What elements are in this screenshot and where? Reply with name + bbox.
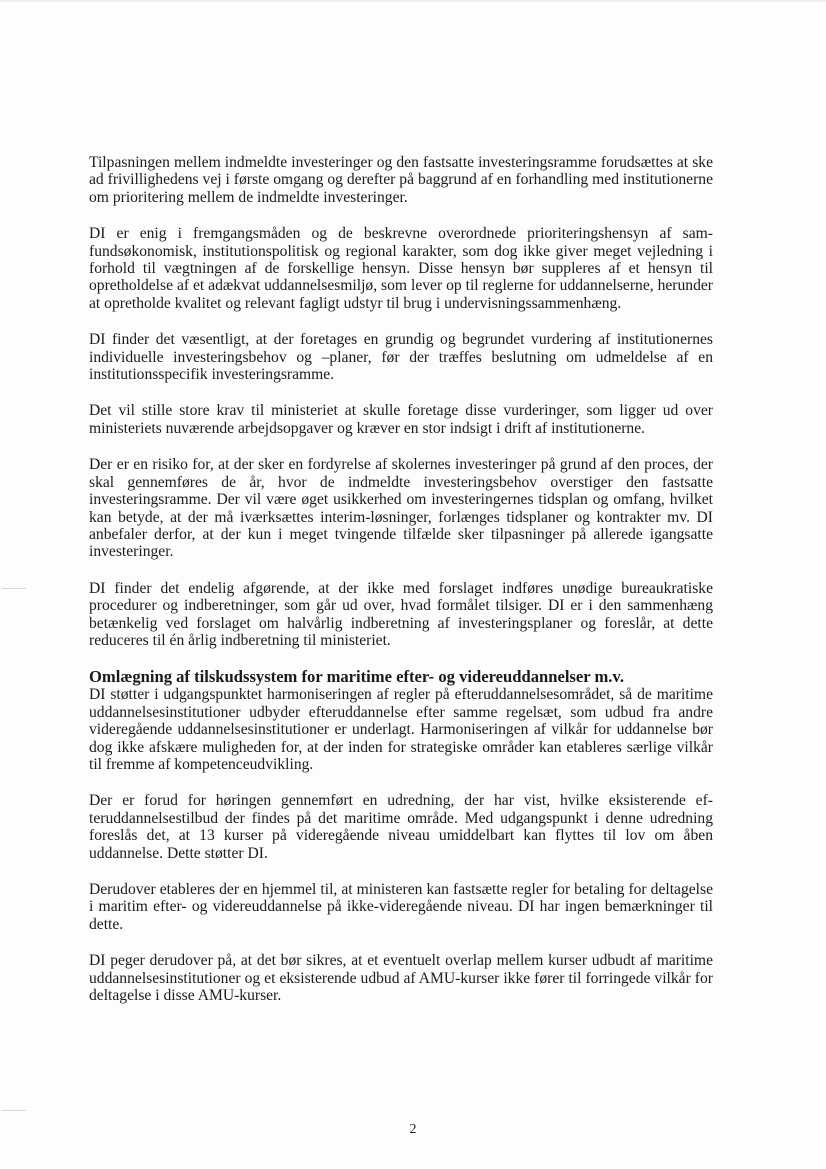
- document-body: [89, 154, 713, 1023]
- paragraph: Det vil stille store krav til ministeriet at skulle foretage disse vurderinger, som ligger ud over ministeriets nuværende arbejdsopgaver og kræver en stor indsigt i drift af institutionerne.: [89, 402, 713, 437]
- section-heading: Omlægning af tilskudssystem for maritime efter- og videreuddannelser m.v.: [89, 667, 624, 687]
- paragraph: Derudover etableres der en hjemmel til, at ministeren kan fastsætte regler for betaling for deltagelse i maritim efter- og videreuddannelse på ikke-videregående niveau. DI har ingen bemærkninger til dette.: [89, 881, 713, 933]
- paragraph: DI peger derudover på, at det bør sikres, at et eventuelt overlap mellem kurser udbudt af maritime uddannelsesinstitutioner og et eksisterende udbud af AMU-kurser ikke fører til forringede vilkår for deltagelse i disse AMU-kurser.: [89, 952, 713, 1005]
- paragraph: Tilpasningen mellem indmeldte investeringer og den fastsatte investeringsramme forudsættes at ske ad frivillighedens vej i første omgang og derefter på baggrund af en forhandling med institutionerne om prioritering mellem de indmeldte investeringer.: [89, 154, 713, 206]
- paragraph: Der er forud for høringen gennemført en udredning, der har vist, hvilke eksisterende efteruddannelsestilbud der findes på det maritime område. Med udgangspunkt i denne udredning foreslås det, at 13 kurser på videregående niveau umiddelbart kan flyttes til lov om åben uddannelse. Dette støtter DI.: [89, 792, 713, 862]
- paragraph: Der er en risiko for, at der sker en fordyrelse af skolernes investeringer på grund af den proces, der skal gennemføres de år, hvor de indmeldte investeringsbehov overstiger den fastsatte investeringsramme. Der vil være øget usikkerhed om investeringernes tidsplan og omfang, hvilket kan betyde, at der må iværksættes interim-løsninger, forlænges tidsplaner og kontrakter mv. DI anbefaler derfor, at der kun i meget tvingende tilfælde sker tilpasninger på allerede igangsatte investeringer.: [89, 456, 713, 561]
- scan-mark: [2, 588, 26, 589]
- scan-edge: [0, 0, 826, 3]
- paragraph: DI finder det endelig afgørende, at der ikke med forslaget indføres unødige bureaukratiske procedurer og indberetninger, som går ud over, hvad formålet tilsiger. DI er i den sammenhæng betænkelig ved forslaget om halvårlig indberetning af investeringsplaner og foreslår, at dette reduceres til én årlig indberetning til ministeriet.: [89, 579, 713, 649]
- scan-mark: [2, 1110, 26, 1111]
- paragraph: DI finder det væsentligt, at der foretages en grundig og begrundet vurdering af institutionernes individuelle investeringsbehov og –planer, før der træffes beslutning om udmeldelse af en institutionsspecifik investeringsramme.: [89, 331, 713, 384]
- paragraph: DI støtter i udgangspunktet harmoniseringen af regler på efteruddannelsesområdet, så de maritime uddannelsesinstitutioner udbyder efteruddannelse efter samme regelsæt, som udbud fra andre videregående uddannelsesinstitutioner er underlagt. Harmoniseringen af vilkår for uddannelse bør dog ikke afskære muligheden for, at der inden for strategiske områder kan etableres særlige vilkår til fremme af kompetenceudvikling.: [89, 686, 713, 773]
- paragraph: DI er enig i fremgangsmåden og de beskrevne overordnede prioriteringshensyn af samfundsøkonomisk, institutionspolitisk og regional karakter, som dog ikke giver meget vejledning i forhold til vægtningen af de forskellige hensyn. Disse hensyn bør suppleres af et hensyn til opretholdelse af et adækvat uddannelsesmiljø, som lever op til reglerne for uddannelserne, herunder at opretholde kvalitet og relevant fagligt udstyr til brug i undervisningssammenhæng.: [89, 225, 713, 312]
- page-number: 2: [409, 1122, 417, 1137]
